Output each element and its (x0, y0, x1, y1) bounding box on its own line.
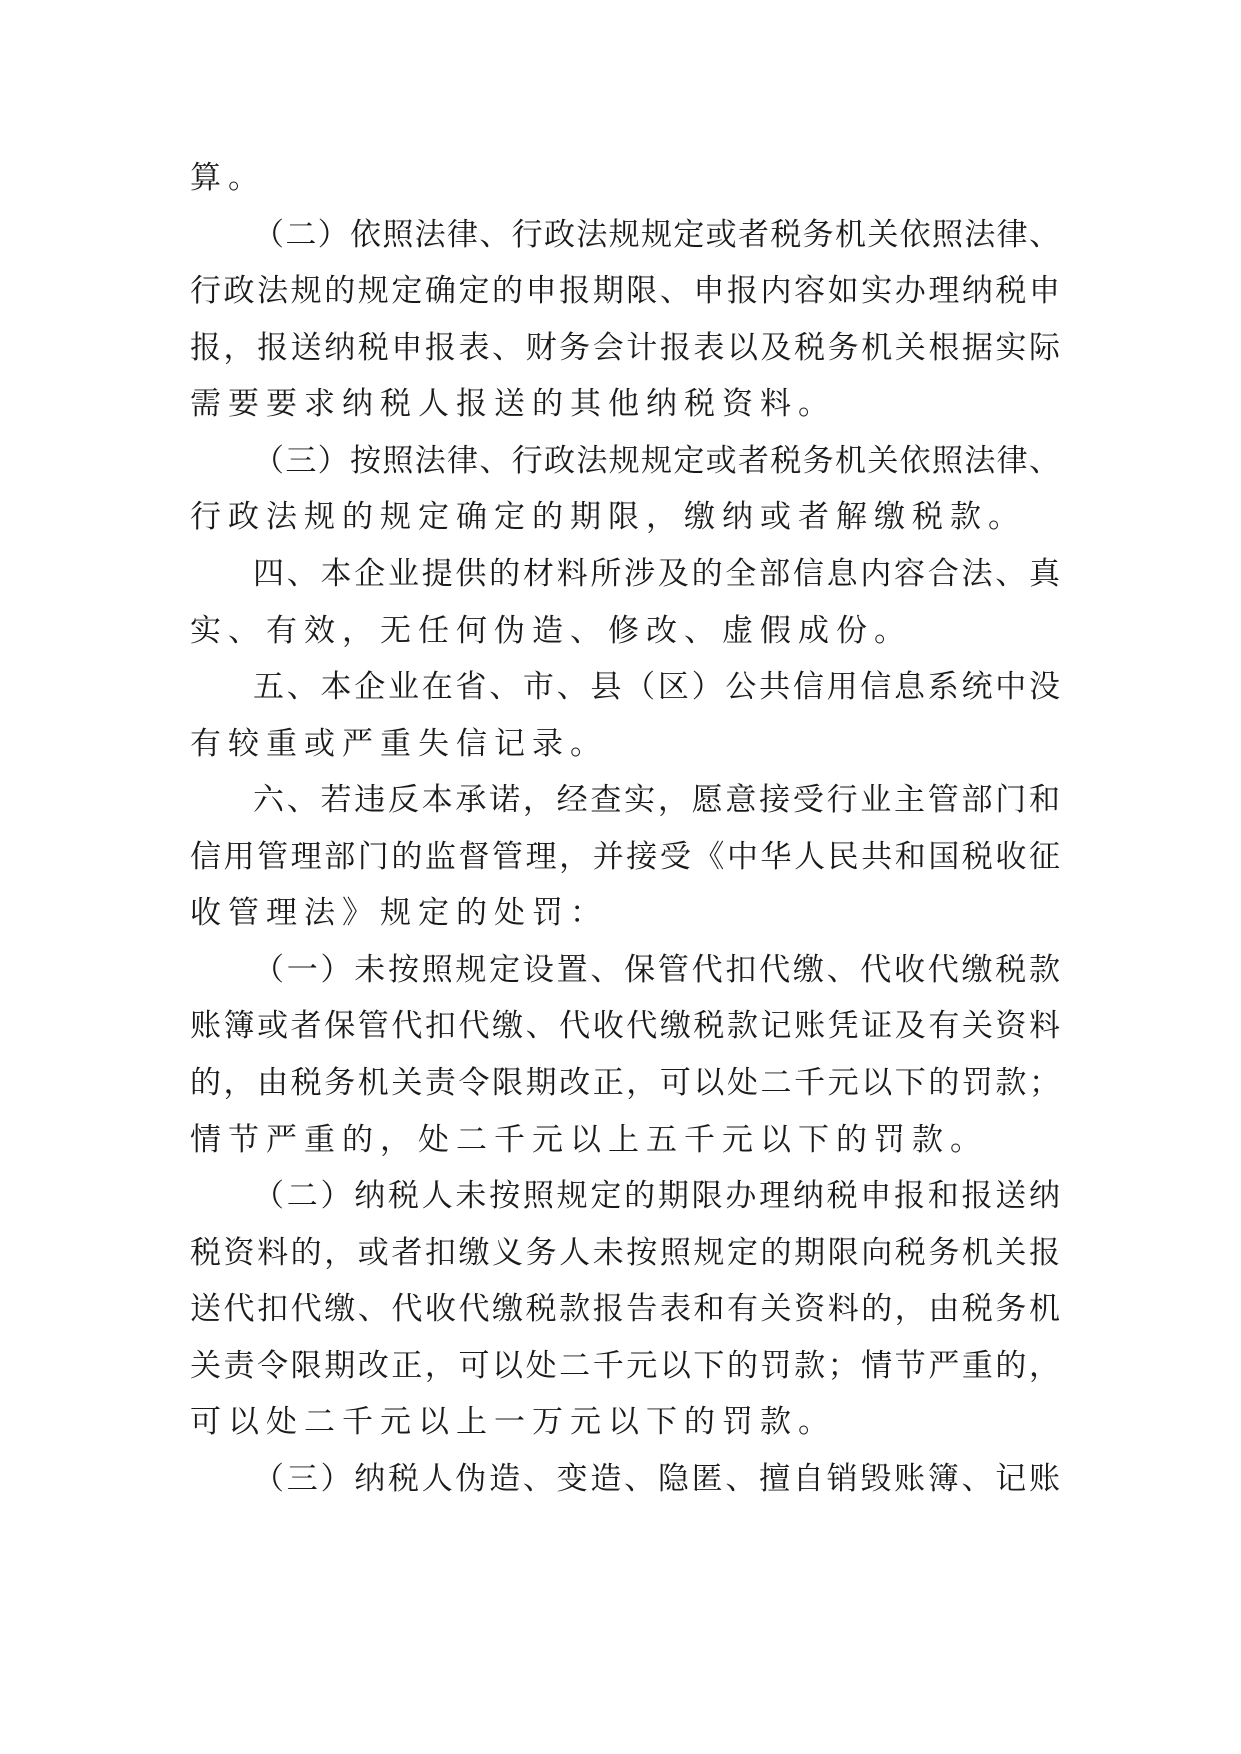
text-line: （二）纳税人未按照规定的期限办理纳税申报和报送纳 (253, 1178, 1060, 1214)
text-line: 报，报送纳税申报表、财务会计报表以及税务机关根据实际 (190, 330, 1060, 366)
text-line: （三）按照法律、行政法规规定或者税务机关依照法律、 (253, 443, 1060, 479)
text-line: 六、若违反本承诺，经查实，愿意接受行业主管部门和 (253, 782, 1060, 818)
text-line: 四、本企业提供的材料所涉及的全部信息内容合法、真 (253, 556, 1060, 592)
text-line: 收管理法》规定的处罚： (190, 895, 608, 931)
text-line: 关责令限期改正，可以处二千元以下的罚款；情节严重的， (190, 1348, 1060, 1384)
text-line: 的，由税务机关责令限期改正，可以处二千元以下的罚款； (190, 1065, 1060, 1101)
text-line: 情节严重的，处二千元以上五千元以下的罚款。 (190, 1122, 988, 1158)
text-line: 算。 (190, 160, 266, 196)
text-line: 可以处二千元以上一万元以下的罚款。 (190, 1404, 836, 1440)
text-line: 信用管理部门的监督管理，并接受《中华人民共和国税收征 (190, 839, 1060, 875)
text-line: 行政法规的规定确定的期限，缴纳或者解缴税款。 (190, 499, 1026, 535)
text-line: （一）未按照规定设置、保管代扣代缴、代收代缴税款 (253, 952, 1060, 988)
text-line: 五、本企业在省、市、县（区）公共信用信息系统中没 (253, 669, 1060, 705)
text-line: 行政法规的规定确定的申报期限、申报内容如实办理纳税申 (190, 273, 1060, 309)
text-line: 账簿或者保管代扣代缴、代收代缴税款记账凭证及有关资料 (190, 1008, 1060, 1044)
text-line: 税资料的，或者扣缴义务人未按照规定的期限向税务机关报 (190, 1235, 1060, 1271)
text-line: 有较重或严重失信记录。 (190, 726, 608, 762)
text-line: （二）依照法律、行政法规规定或者税务机关依照法律、 (253, 217, 1060, 253)
text-line: 送代扣代缴、代收代缴税款报告表和有关资料的，由税务机 (190, 1291, 1060, 1327)
text-line: 需要要求纳税人报送的其他纳税资料。 (190, 386, 836, 422)
text-line: 实、有效，无任何伪造、修改、虚假成份。 (190, 613, 912, 649)
text-line: （三）纳税人伪造、变造、隐匿、擅自销毁账簿、记账 (253, 1461, 1060, 1497)
